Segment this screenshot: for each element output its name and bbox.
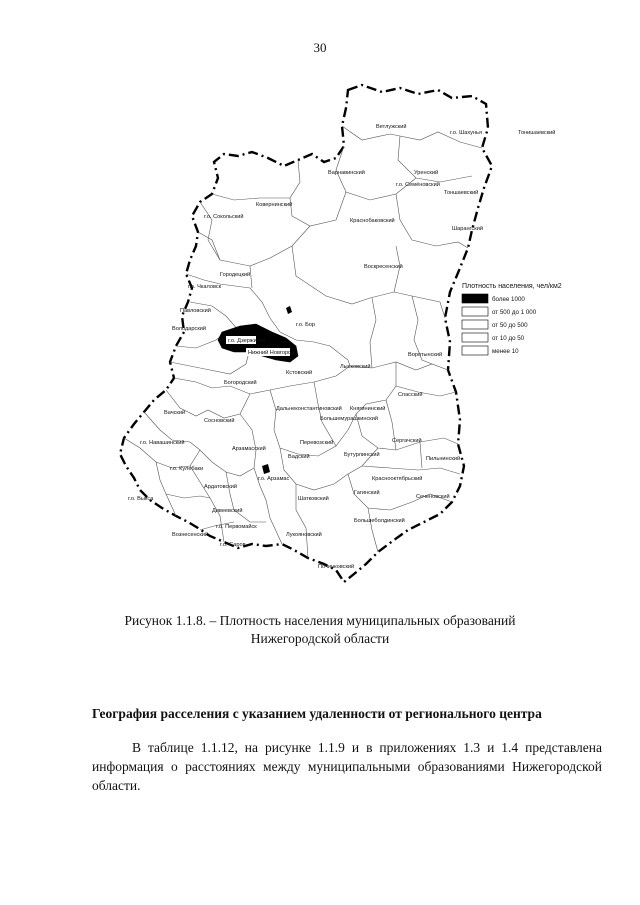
- district-label: Перевозский: [300, 440, 334, 446]
- district-label: Краснооктябрьский: [372, 476, 423, 482]
- district-label: Бутурлинский: [344, 452, 380, 458]
- district-label: Княгининский: [350, 406, 386, 412]
- legend-swatch: [462, 307, 488, 316]
- district-label: Варнавинский: [328, 170, 365, 176]
- district-label: Шарангский: [452, 226, 483, 232]
- legend-swatch: [462, 333, 488, 342]
- district-label: Большеболдинский: [354, 518, 405, 524]
- district-label: Вадский: [288, 454, 310, 460]
- legend-swatch: [462, 320, 488, 329]
- district-label: Шатковский: [298, 496, 329, 502]
- legend-item: [462, 346, 519, 355]
- district-label: Уренский: [414, 170, 439, 176]
- district-label: Володарский: [172, 326, 207, 332]
- legend-swatch: [462, 294, 488, 303]
- district-label: Починковский: [318, 564, 355, 570]
- legend-title: Плотность населения, чел/км2: [462, 283, 562, 290]
- section-heading: География расселения с указанием удаленности от регионального центра: [92, 706, 542, 721]
- district-label: Вознесенский: [172, 532, 209, 538]
- district-label: Дальнеконстантиновский: [276, 406, 342, 412]
- district-label: Сосновский: [204, 418, 235, 424]
- district-label: Тоншаевский: [444, 190, 479, 196]
- district-label: Лысковский: [340, 364, 371, 370]
- district-label: г.о. Саров: [220, 542, 246, 548]
- district-label: Ардатовский: [204, 484, 237, 490]
- district-label: Воротынский: [408, 352, 443, 358]
- district-label: г.о. Навашинский: [140, 440, 185, 446]
- district-label: Тонишаевский: [518, 130, 556, 136]
- legend-label: от 500 до 1 000: [492, 309, 537, 316]
- district-label: г.о. Выкса: [128, 496, 154, 502]
- district-label: г.о. Арзамас: [258, 476, 290, 482]
- district-label: г.о. Семёновский: [396, 182, 440, 188]
- district-label: г.о. Кулебаки: [170, 466, 204, 472]
- district-label: Пильнинский: [426, 456, 461, 462]
- caption-line-2: Нижегородской области: [250, 631, 390, 646]
- district-label: Богородский: [224, 380, 257, 386]
- district-label: Дивеевский: [212, 508, 243, 514]
- map-legend: [462, 283, 562, 355]
- district-label: Ковернинский: [256, 202, 293, 208]
- body-paragraph: В таблице 1.1.12, на рисунке 1.1.9 и в приложениях 1.3 и 1.4 представлена информация о расстояниях между муниципальными образованиями Нижегородской области.: [92, 740, 602, 793]
- district-label: Лукояновский: [286, 532, 322, 538]
- legend-label: от 50 до 500: [492, 322, 528, 329]
- district-label: Краснобаковский: [350, 218, 395, 224]
- population-density-map: [100, 70, 600, 610]
- district-label: Кстовский: [286, 370, 313, 376]
- figure-caption: [0, 612, 640, 648]
- district-label: г.о. Первомайск: [216, 524, 257, 530]
- legend-label: более 1000: [492, 296, 525, 303]
- legend-item: [462, 294, 525, 303]
- district-label: Спасский: [398, 392, 423, 398]
- district-label: Нижний Новгород: [248, 350, 295, 356]
- district-label: Ветлужский: [376, 124, 407, 130]
- district-label: г.о. Чкаловск: [188, 284, 222, 290]
- region-border: [120, 85, 492, 582]
- caption-line-1: Рисунок 1.1.8. – Плотность населения муниципальных образований: [124, 613, 516, 628]
- district-label: г.о. Шахунья: [450, 130, 482, 136]
- district-label: Воскресенский: [364, 264, 403, 270]
- legend-label: от 10 до 50: [492, 335, 525, 342]
- district-label: г.о. Дзержинск: [228, 338, 266, 344]
- legend-label: менее 10: [492, 348, 519, 355]
- region-map-svg: [100, 70, 600, 610]
- district-label: г.о. Сокольский: [204, 214, 244, 220]
- district-label: Арзамасский: [232, 446, 266, 452]
- district-label: Павловский: [180, 308, 211, 314]
- district-label: Большемурашкинский: [320, 416, 378, 422]
- district-label: Гагинский: [354, 490, 380, 496]
- legend-item: [462, 320, 528, 329]
- district-label: г.о. Бор: [296, 322, 316, 328]
- legend-swatch: [462, 346, 488, 355]
- legend-item: [462, 333, 525, 342]
- district-label: Сергачский: [392, 438, 422, 444]
- page-number: 30: [313, 40, 327, 55]
- legend-item: [462, 307, 537, 316]
- district-label: Городецкий: [220, 272, 251, 278]
- district-label: Вачский: [164, 410, 186, 416]
- district-label: Сеченовский: [416, 494, 450, 500]
